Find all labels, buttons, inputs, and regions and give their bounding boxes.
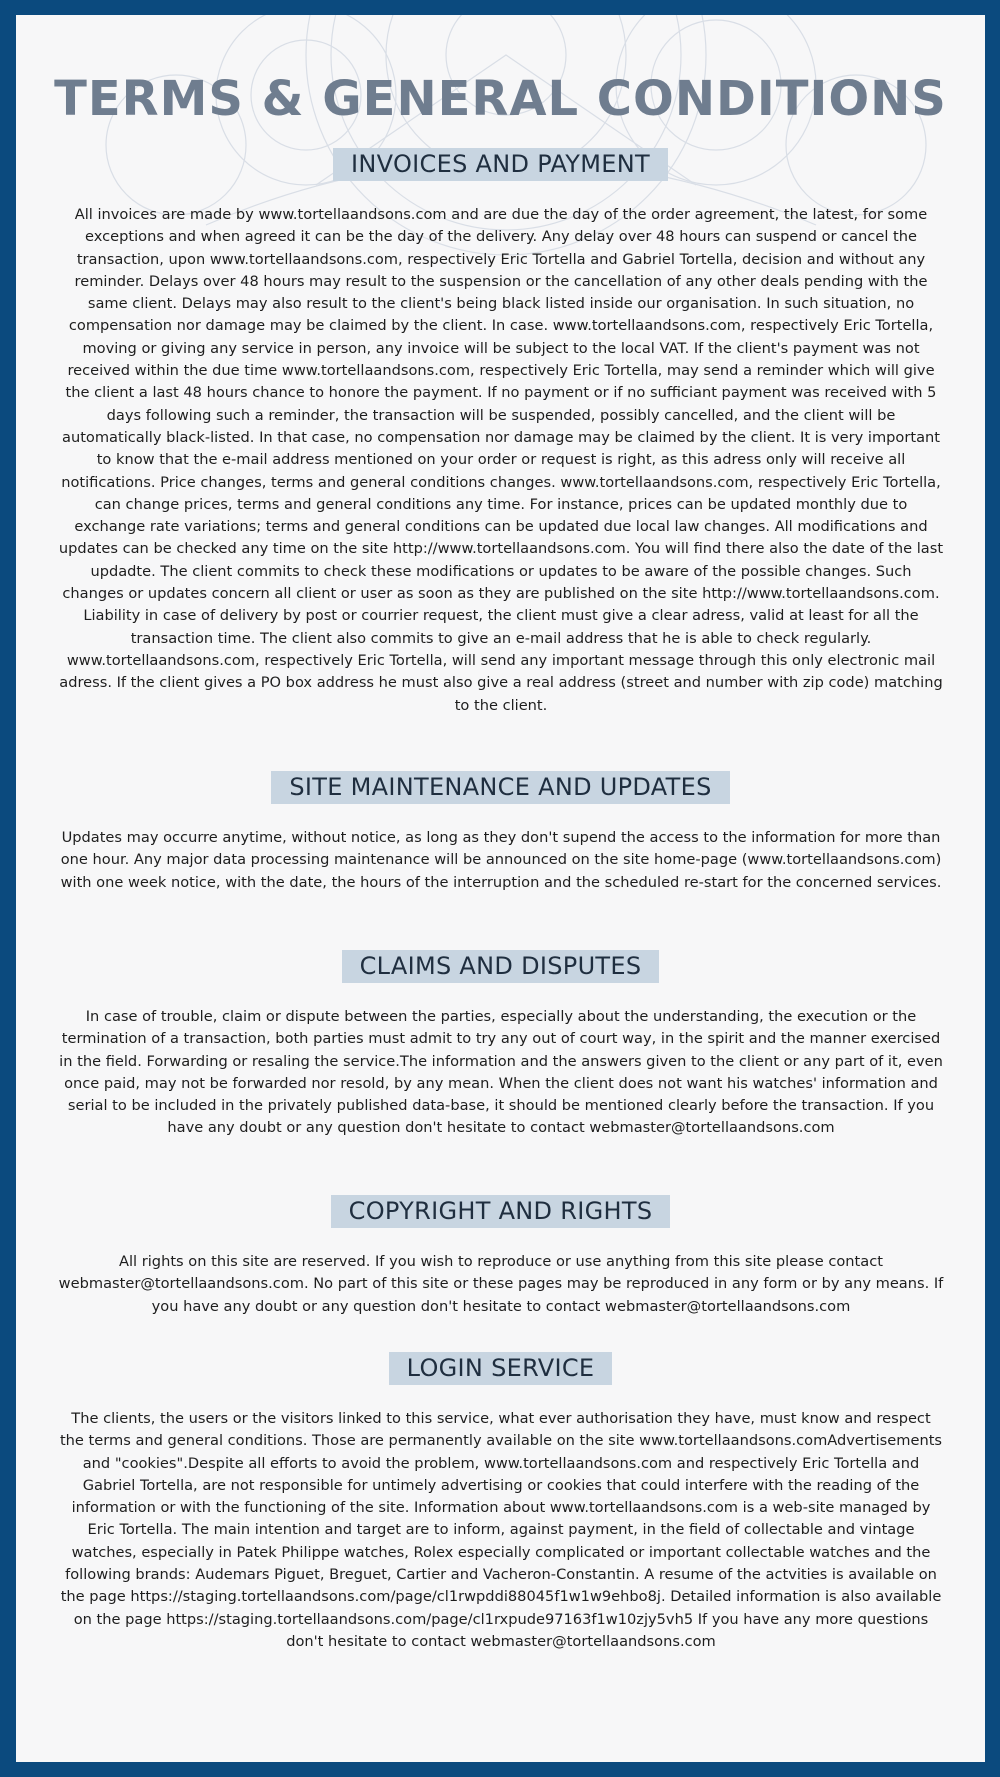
section-heading-label: SITE MAINTENANCE AND UPDATES	[271, 771, 729, 804]
section-body-login: The clients, the users or the visitors linked to this service, what ever authorisation they have, must know and respect the terms and general conditions. Those are permanently available on the site www.tortellaandsons.comAdvertisements and "cookies".Despite all efforts to avoid the problem, www.tortellaandsons.com and respectively Eric Tortella and Gabriel Tortella, are not responsible for untimely advertising or cookies that could interfere with the reading of the information or with the functioning of the site. Information about www.tortellaandsons.com is a web-site managed by Eric Tortella. The main intention and target are to inform, against payment, in the field of collectable and vintage watches, especially in Patek Philippe watches, Rolex especially complicated or important collectable watches and the following brands: Audemars Piguet, Breguet, Cartier and Vacheron-Constantin. A resume of the actvities is available on the page https://staging.tortellaandsons.com/page/cl1rwpddi88045f1w1w9ehbo8j. Detailed information is also available on the page https://staging.tortellaandsons.com/page/cl1rxpude97163f1w10zjy5vh5 If you have any more questions don't hesitate to contact webmaster@tortellaandsons.com	[59, 1410, 943, 1650]
section-heading-claims	[16, 950, 985, 983]
document-frame	[16, 15, 985, 1762]
page-title: TERMS & GENERAL CONDITIONS	[54, 71, 947, 127]
section-heading-invoices	[16, 148, 985, 181]
section-heading-login	[16, 1352, 985, 1385]
section-body-claims: In case of trouble, claim or dispute between the parties, especially about the understanding, the execution or the termination of a transaction, both parties must admit to try any out of court way, in the spirit and the manner exercised in the field. Forwarding or resaling the service.The information and the answers given to the client or any part of it, even once paid, may not be forwarded nor resold, by any mean. When the client does not want his watches' information and serial to be included in the privately published data-base, it should be mentioned clearly before the transaction. If you have any doubt or any question don't hesitate to contact webmaster@tortellaandsons.com	[59, 1008, 943, 1137]
section-heading-label: LOGIN SERVICE	[389, 1352, 613, 1385]
section-body-maintenance: Updates may occurre anytime, without notice, as long as they don't supend the access to the information for more than one hour. Any major data processing maintenance will be announced on the site home-page (www.tortellaandsons.com) with one week notice, with the date, the hours of the interruption and the scheduled re-start for the concerned services.	[60, 829, 942, 891]
section-body-invoices: All invoices are made by www.tortellaandsons.com and are due the day of the order agreement, the latest, for some exceptions and when agreed it can be the day of the delivery. Any delay over 48 hours can suspend or cancel the transaction, upon www.tortellaandsons.com, respectively Eric Tortella and Gabriel Tortella, decision and without any reminder. Delays over 48 hours may result to the suspension or the cancellation of any other deals pending with the same client. Delays may also result to the client's being black listed inside our organisation. In such situation, no compensation nor damage may be claimed by the client. In case. www.tortellaandsons.com, respectively Eric Tortella, moving or giving any service in person, any invoice will be subject to the local VAT. If the client's payment was not received within the due time www.tortellaandsons.com, respectively Eric Tortella, may send a reminder which will give the client a last 48 hours chance to honore the payment. If no payment or if no sufficiant payment was received with 5 days following such a reminder, the transaction will be suspended, possibly cancelled, and the client will be automatically black-listed. In that case, no compensation nor damage may be claimed by the client. It is very important to know that the e-mail address mentioned on your order or request is right, as this adress only will receive all notifications. Price changes, terms and general conditions changes. www.tortellaandsons.com, respectively Eric Tortella, can change prices, terms and general conditions any time. For instance, prices can be updated monthly due to exchange rate variations; terms and general conditions can be updated due local law changes. All modifications and updates can be checked any time on the site http://www.tortellaandsons.com. You will find there also the date of the last updadte. The client commits to check these modifications or updates to be aware of the possible changes. Such changes or updates concern all client or user as soon as they are published on the site http://www.tortellaandsons.com. Liability in case of delivery by post or courrier request, the client must give a clear adress, valid at least for all the transaction time. The client also commits to give an e-mail address that he is able to check regularly. www.tortellaandsons.com, respectively Eric Tortella, will send any important message through this only electronic mail adress. If the client gives a PO box address he must also give a real address (street and number with zip code) matching to the client.	[58, 206, 944, 714]
section-heading-copyright	[16, 1195, 985, 1228]
section-heading-label: CLAIMS AND DISPUTES	[342, 950, 660, 983]
section-body-copyright: All rights on this site are reserved. If you wish to reproduce or use anything from this site please contact webmaster@tortellaandsons.com. No part of this site or these pages may be reproduced in any form or by any means. If you have any doubt or any question don't hesitate to contact webmaster@tortellaandsons.com	[58, 1253, 944, 1315]
section-heading-maintenance	[16, 771, 985, 804]
section-heading-label: INVOICES AND PAYMENT	[333, 148, 668, 181]
section-heading-label: COPYRIGHT AND RIGHTS	[331, 1195, 671, 1228]
